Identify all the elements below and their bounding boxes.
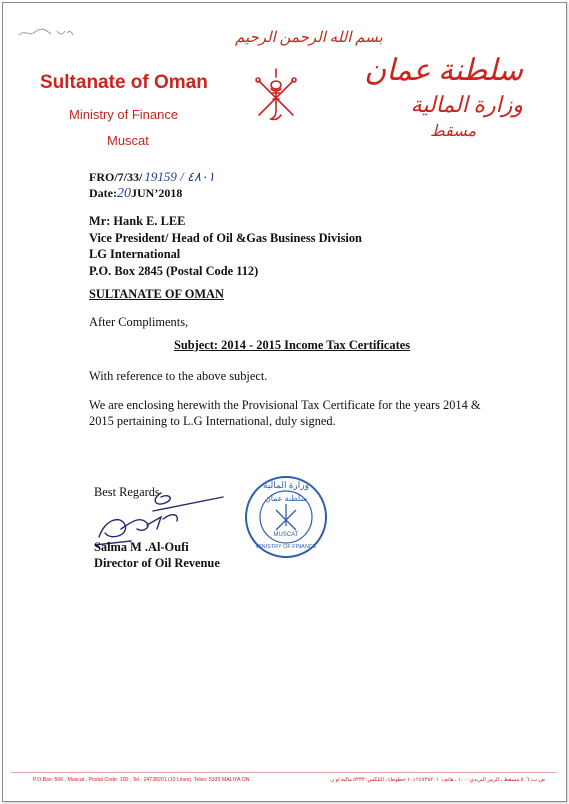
closing-regards: Best Regards	[94, 485, 160, 499]
ministry-name-en: Ministry of Finance	[69, 107, 179, 122]
addressee-po-box: P.O. Box 2845 (Postal Code 112)	[89, 263, 259, 278]
city-name-en: Muscat	[107, 133, 149, 148]
org-name-en: Sultanate of Oman	[40, 72, 208, 93]
addressee-block	[89, 213, 362, 279]
footer-address-ar: ص.ب: ٥٠٦ مسقط ، الرمز البريدي: ١٠٠ ، هاتف: ٢٤٧٣٨٢٠١ (١٠ خطوط) ، التلكس: ٥٣٣٣ مالية أو ن	[330, 777, 545, 783]
ministry-name-ar: وزارة المالية	[410, 92, 523, 117]
reference-label: FRO/7/33/	[89, 170, 143, 184]
addressee-title: Vice President/ Head of Oil &Gas Business Division	[89, 230, 362, 245]
basmala: بسم الله الرحمن الرحيم	[235, 30, 383, 46]
subject-line: Subject: 2014 - 2015 Income Tax Certificates	[174, 338, 411, 352]
org-name-ar: سلطنة عمان	[364, 54, 523, 87]
stamp-top-text: وزارة المالية	[263, 480, 309, 490]
addressee-company: LG International	[89, 247, 181, 261]
paragraph-enclosure	[89, 397, 481, 429]
date-month-year: JUN’2018	[130, 186, 183, 200]
paragraph-reference: With reference to the above subject.	[89, 369, 268, 383]
ministry-stamp	[243, 474, 329, 560]
reference-number	[89, 169, 215, 185]
corner-scribble	[17, 25, 77, 41]
paragraph-enclosure-line-1: We are enclosing herewith the Provisional Tax Certificate for the years 2014 &	[89, 398, 481, 412]
paragraph-enclosure-line-2: 2015 pertaining to L.G International, duly signed.	[89, 414, 336, 428]
stamp-city-text: MUSCAT	[273, 532, 299, 538]
letter-page	[2, 2, 567, 802]
date-handwritten-day: 20	[116, 186, 131, 201]
city-name-ar: مسقط	[429, 123, 477, 140]
date-line	[89, 186, 182, 202]
reference-handwritten: 19159 / ٤٨٠١	[144, 169, 215, 184]
country-heading: SULTANATE OF OMAN	[89, 287, 224, 301]
footer-divider	[11, 772, 556, 773]
oman-emblem-icon	[251, 63, 301, 125]
signatory-name: Salma M .Al-Oufi	[94, 540, 189, 554]
signatory-position: Director of Oil Revenue	[94, 556, 220, 570]
stamp-center-text: سلطنة عمان	[264, 494, 308, 503]
addressee-name: Mr: Hank E. LEE	[89, 214, 186, 228]
footer-address-en: P.O.Box: 506 , Muscat , Postal Code: 100 , Tel.: 24738201 (10 Lines), Telex: 5333 MALIYA ON	[33, 777, 250, 783]
greeting: After Compliments,	[89, 315, 189, 329]
stamp-bottom-text: MINISTRY OF FINANCE	[255, 544, 317, 550]
date-label: Date:	[89, 186, 117, 200]
